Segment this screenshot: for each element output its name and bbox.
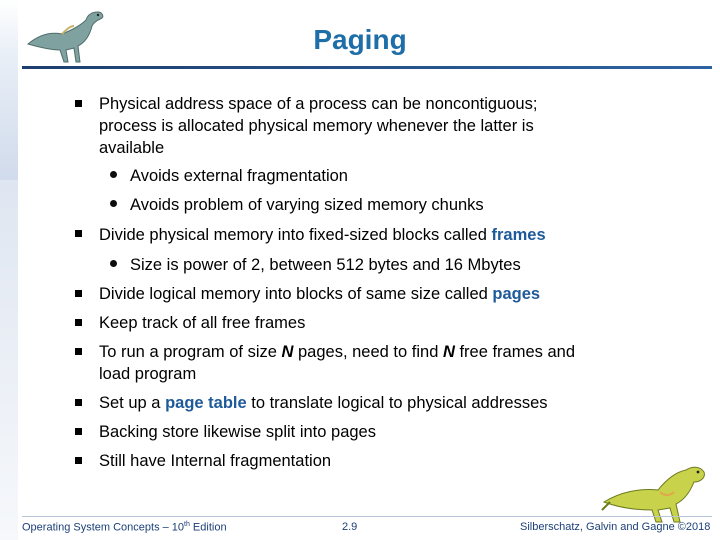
bullet-run-program-a: To run a program of size xyxy=(99,343,282,361)
bullet-page-table-post: to translate logical to physical addresses xyxy=(246,394,548,412)
bullet-page-table xyxy=(99,392,548,414)
term-page-table: page table xyxy=(165,394,247,412)
sub-bullet-frame-size: Size is power of 2, between 512 bytes and 16 Mbytes xyxy=(130,256,521,274)
bullet-run-program-b: pages, need to find xyxy=(293,343,443,361)
bullet-pages-text: Divide logical memory into blocks of same size called xyxy=(99,285,493,303)
square-bullet-icon xyxy=(75,319,82,326)
bullet-physical-address-line1: Physical address space of a process can be noncontiguous; xyxy=(99,95,538,113)
bullet-run-program xyxy=(99,341,575,363)
footer-rule xyxy=(22,516,712,517)
variable-n: N xyxy=(281,343,294,361)
bullet-run-program-c: free frames and xyxy=(454,343,576,361)
square-bullet-icon xyxy=(75,348,82,355)
footer-page-number: 2.9 xyxy=(342,521,358,533)
term-pages: pages xyxy=(492,285,541,303)
page-title: Paging xyxy=(313,24,407,55)
bullet-free-frames: Keep track of all free frames xyxy=(99,314,306,332)
footer-book-title-text: Operating System Concepts – 10 xyxy=(22,521,185,534)
footer-book-title-sup: th xyxy=(184,521,190,528)
square-bullet-icon xyxy=(75,457,82,464)
footer-authors: Silberschatz, Galvin and Gagne ©2018 xyxy=(520,521,711,533)
bullet-frames xyxy=(99,224,546,246)
bullet-frames-text: Divide physical memory into fixed-sized blocks called xyxy=(99,226,492,244)
round-bullet-icon xyxy=(110,171,117,178)
footer-book-title-edition: Edition xyxy=(189,521,227,534)
footer-book-title xyxy=(22,521,227,534)
bullet-run-program-line2: load program xyxy=(99,365,197,383)
sub-bullet-external-fragmentation: Avoids external fragmentation xyxy=(130,167,348,185)
dinosaur-bottom-icon xyxy=(600,462,712,528)
round-bullet-icon xyxy=(110,260,117,267)
term-frames: frames xyxy=(491,226,546,244)
sub-bullet-varying-chunks: Avoids problem of varying sized memory chunks xyxy=(130,196,484,214)
square-bullet-icon xyxy=(75,100,82,107)
variable-n: N xyxy=(442,343,455,361)
square-bullet-icon xyxy=(75,428,82,435)
bullet-physical-address-line2: process is allocated physical memory whenever the latter is xyxy=(99,117,534,135)
bullet-page-table-pre: Set up a xyxy=(99,394,166,412)
square-bullet-icon xyxy=(75,230,82,237)
bullet-backing-store: Backing store likewise split into pages xyxy=(99,423,376,441)
square-bullet-icon xyxy=(75,399,82,406)
bullet-physical-address-line3: available xyxy=(99,139,165,157)
square-bullet-icon xyxy=(75,290,82,297)
bullet-pages xyxy=(99,283,540,305)
round-bullet-icon xyxy=(110,200,117,207)
bullet-internal-fragmentation: Still have Internal fragmentation xyxy=(99,452,332,470)
